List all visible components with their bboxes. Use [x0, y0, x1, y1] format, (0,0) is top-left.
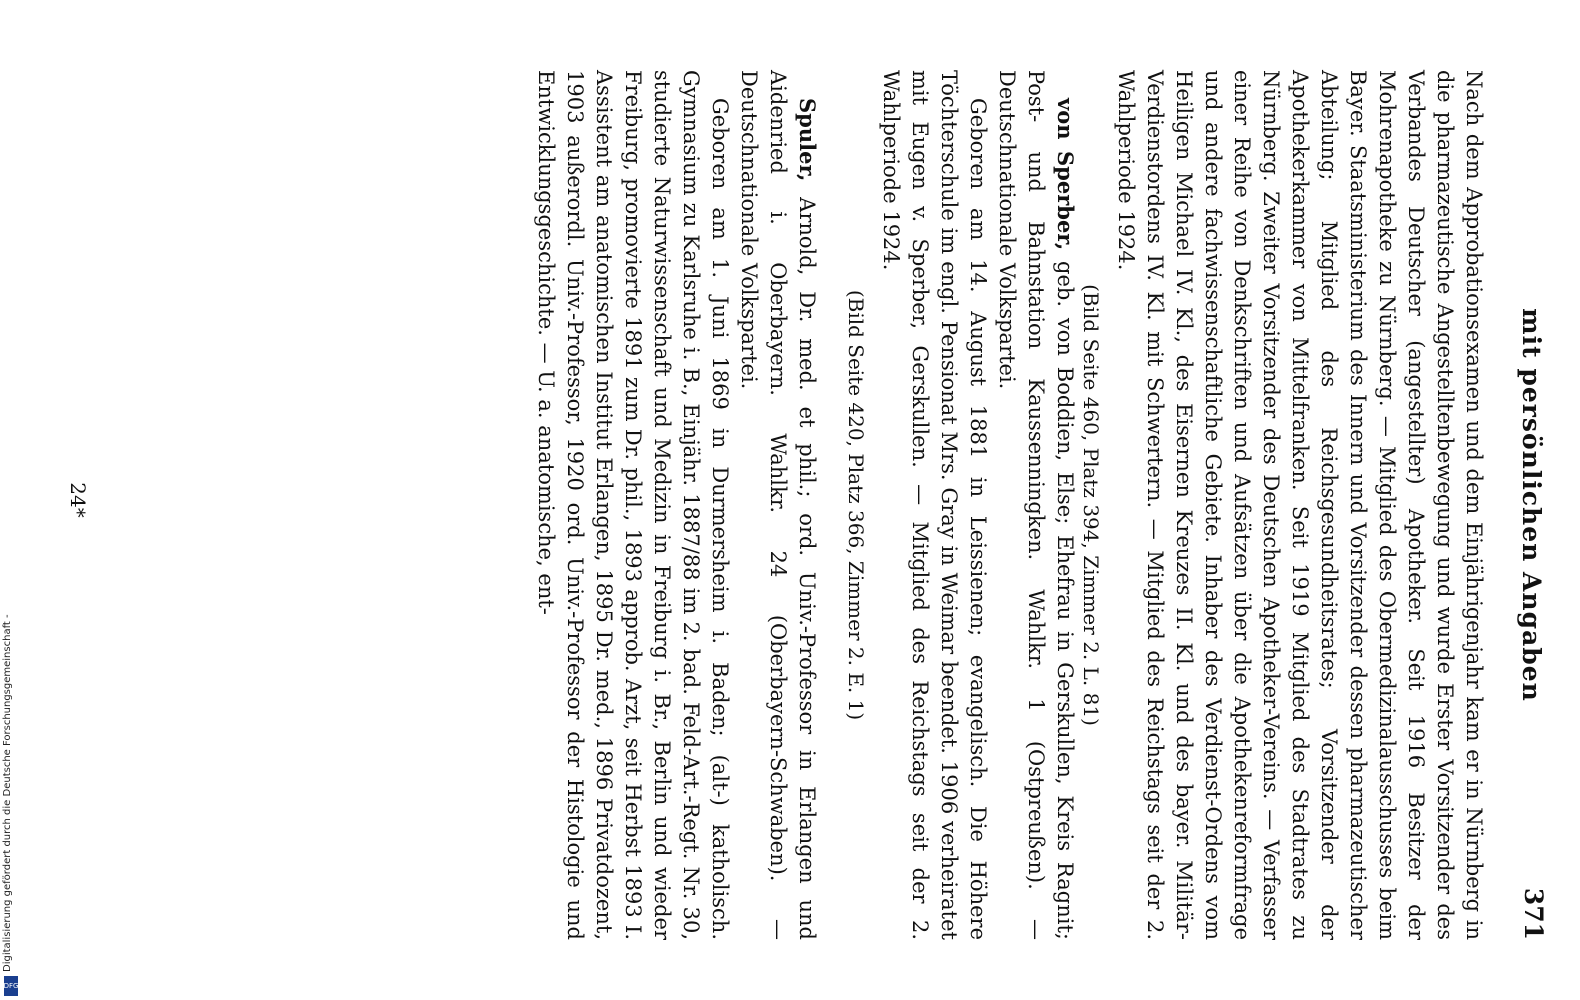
entry-name: Spuler,: [795, 98, 820, 182]
entry-reference: (Bild Seite 420, Platz 366, Zimmer 2. E. 1): [844, 289, 868, 721]
entry-continuation: [1076, 70, 1488, 940]
entry-intro: geb. von Boddien, Else; Ehefrau in Gerskullen, Kreis Ragnit; Post- und Bahnstation Kaussenningken. Wahlkr. 1 (Ostpreußen). — Deutschnationale Volkspartei.: [995, 70, 1077, 940]
digitization-credit: Digitalisierung gefördert durch die Deutsche Forschungsgemeinschaft -: [2, 614, 13, 972]
dfg-logo: DFG: [4, 976, 18, 996]
sheet-number: 24*: [66, 482, 90, 518]
page-number: 371: [1519, 887, 1548, 940]
entry-body: Geboren am 14. August 1881 in Leissienen; evangelisch. Die Höhere Töchterschule im engl. Pensionat Mrs. Gray in Weimar beendet. 1906 verheiratet mit Eugen v. Sperber, Gerskullen. — Mitglied des Reichstags seit der 2. Wahlperiode 1924.: [879, 70, 990, 940]
entry-heading: [734, 70, 822, 940]
page-header: [1512, 70, 1552, 940]
entry-body: Geboren am 1. Juni 1869 in Durmersheim i. Baden; (alt-) katholisch. Gymnasium zu Karlsruhe i. B., Einjähr. 1887/88 im 2. bad. Feld-Art.-Regt. Nr. 30, studierte Naturwissenschaft und Medizin in Freiburg i. Br., Berlin und wieder Freiburg, promovierte 1891 zum Dr. phil., 1893 approb. Arzt, seit Herbst 1893 I. Assistent am anatomischen Institut Erlangen, 1895 Dr. med., 1896 Privatdozent, 1903 außerordl. Univ.-Professor, 1920 ord. Univ.-Professor der Histologie und Entwicklungsgeschichte. — U. a. anatomische, ent-: [534, 70, 732, 940]
entry-name: von Sperber,: [1053, 98, 1078, 251]
entry-reference: (Bild Seite 460, Platz 394, Zimmer 2. L. 81): [1079, 284, 1103, 726]
digitization-note: [0, 0, 24, 1000]
entry-sperber: [841, 70, 1080, 940]
header-title: mit persönlichen Angaben: [1517, 308, 1547, 702]
entry-intro: Arnold, Dr. med. et phil.; ord. Univ.-Professor in Erlangen und Aidenried i. Oberbayern. Wahlkr. 24 (Oberbayern-Schwaben). — Deutschnationale Volkspartei.: [737, 70, 819, 940]
entry-text: Nach dem Approbationsexamen und dem Einjährigenjahr kam er in Nürnberg in die pharmazeutische Angestelltenbewegung und wurde Erster Vorsitzender des Verbandes Deutscher (angestellter) Apotheker. Seit 1916 Besitzer der Mohrenapotheke zu Nürnberg. — Mitglied des Obermedizinalausschusses beim Bayer. Staatsministerium des Innern und Vorsitzender dessen pharmazeutischer Abteilung; Mitglied des Reichsgesundheitsrates; Vorsitzender der Apothekerkammer von Mittelfranken. Seit 1919 Mitglied des Stadtrates zu Nürnberg. Zweiter Vorsitzender des Deutschen Apotheker-Vereins. — Verfasser einer Reihe von Denkschriften und Aufsätzen über die Apothekenreformfrage und andere fachwissenschaftliche Gebiete. Inhaber des Verdienst-Ordens vom Heiligen Michael IV. Kl., des Eisernen Kreuzes II. Kl. und des bayer. Militär-Verdienstordens IV. Kl. mit Schwertern. — Mitglied des Reichstags seit der 2. Wahlperiode 1924.: [1114, 70, 1486, 940]
entry-spuler: [531, 70, 822, 940]
entry-heading: [992, 70, 1080, 940]
